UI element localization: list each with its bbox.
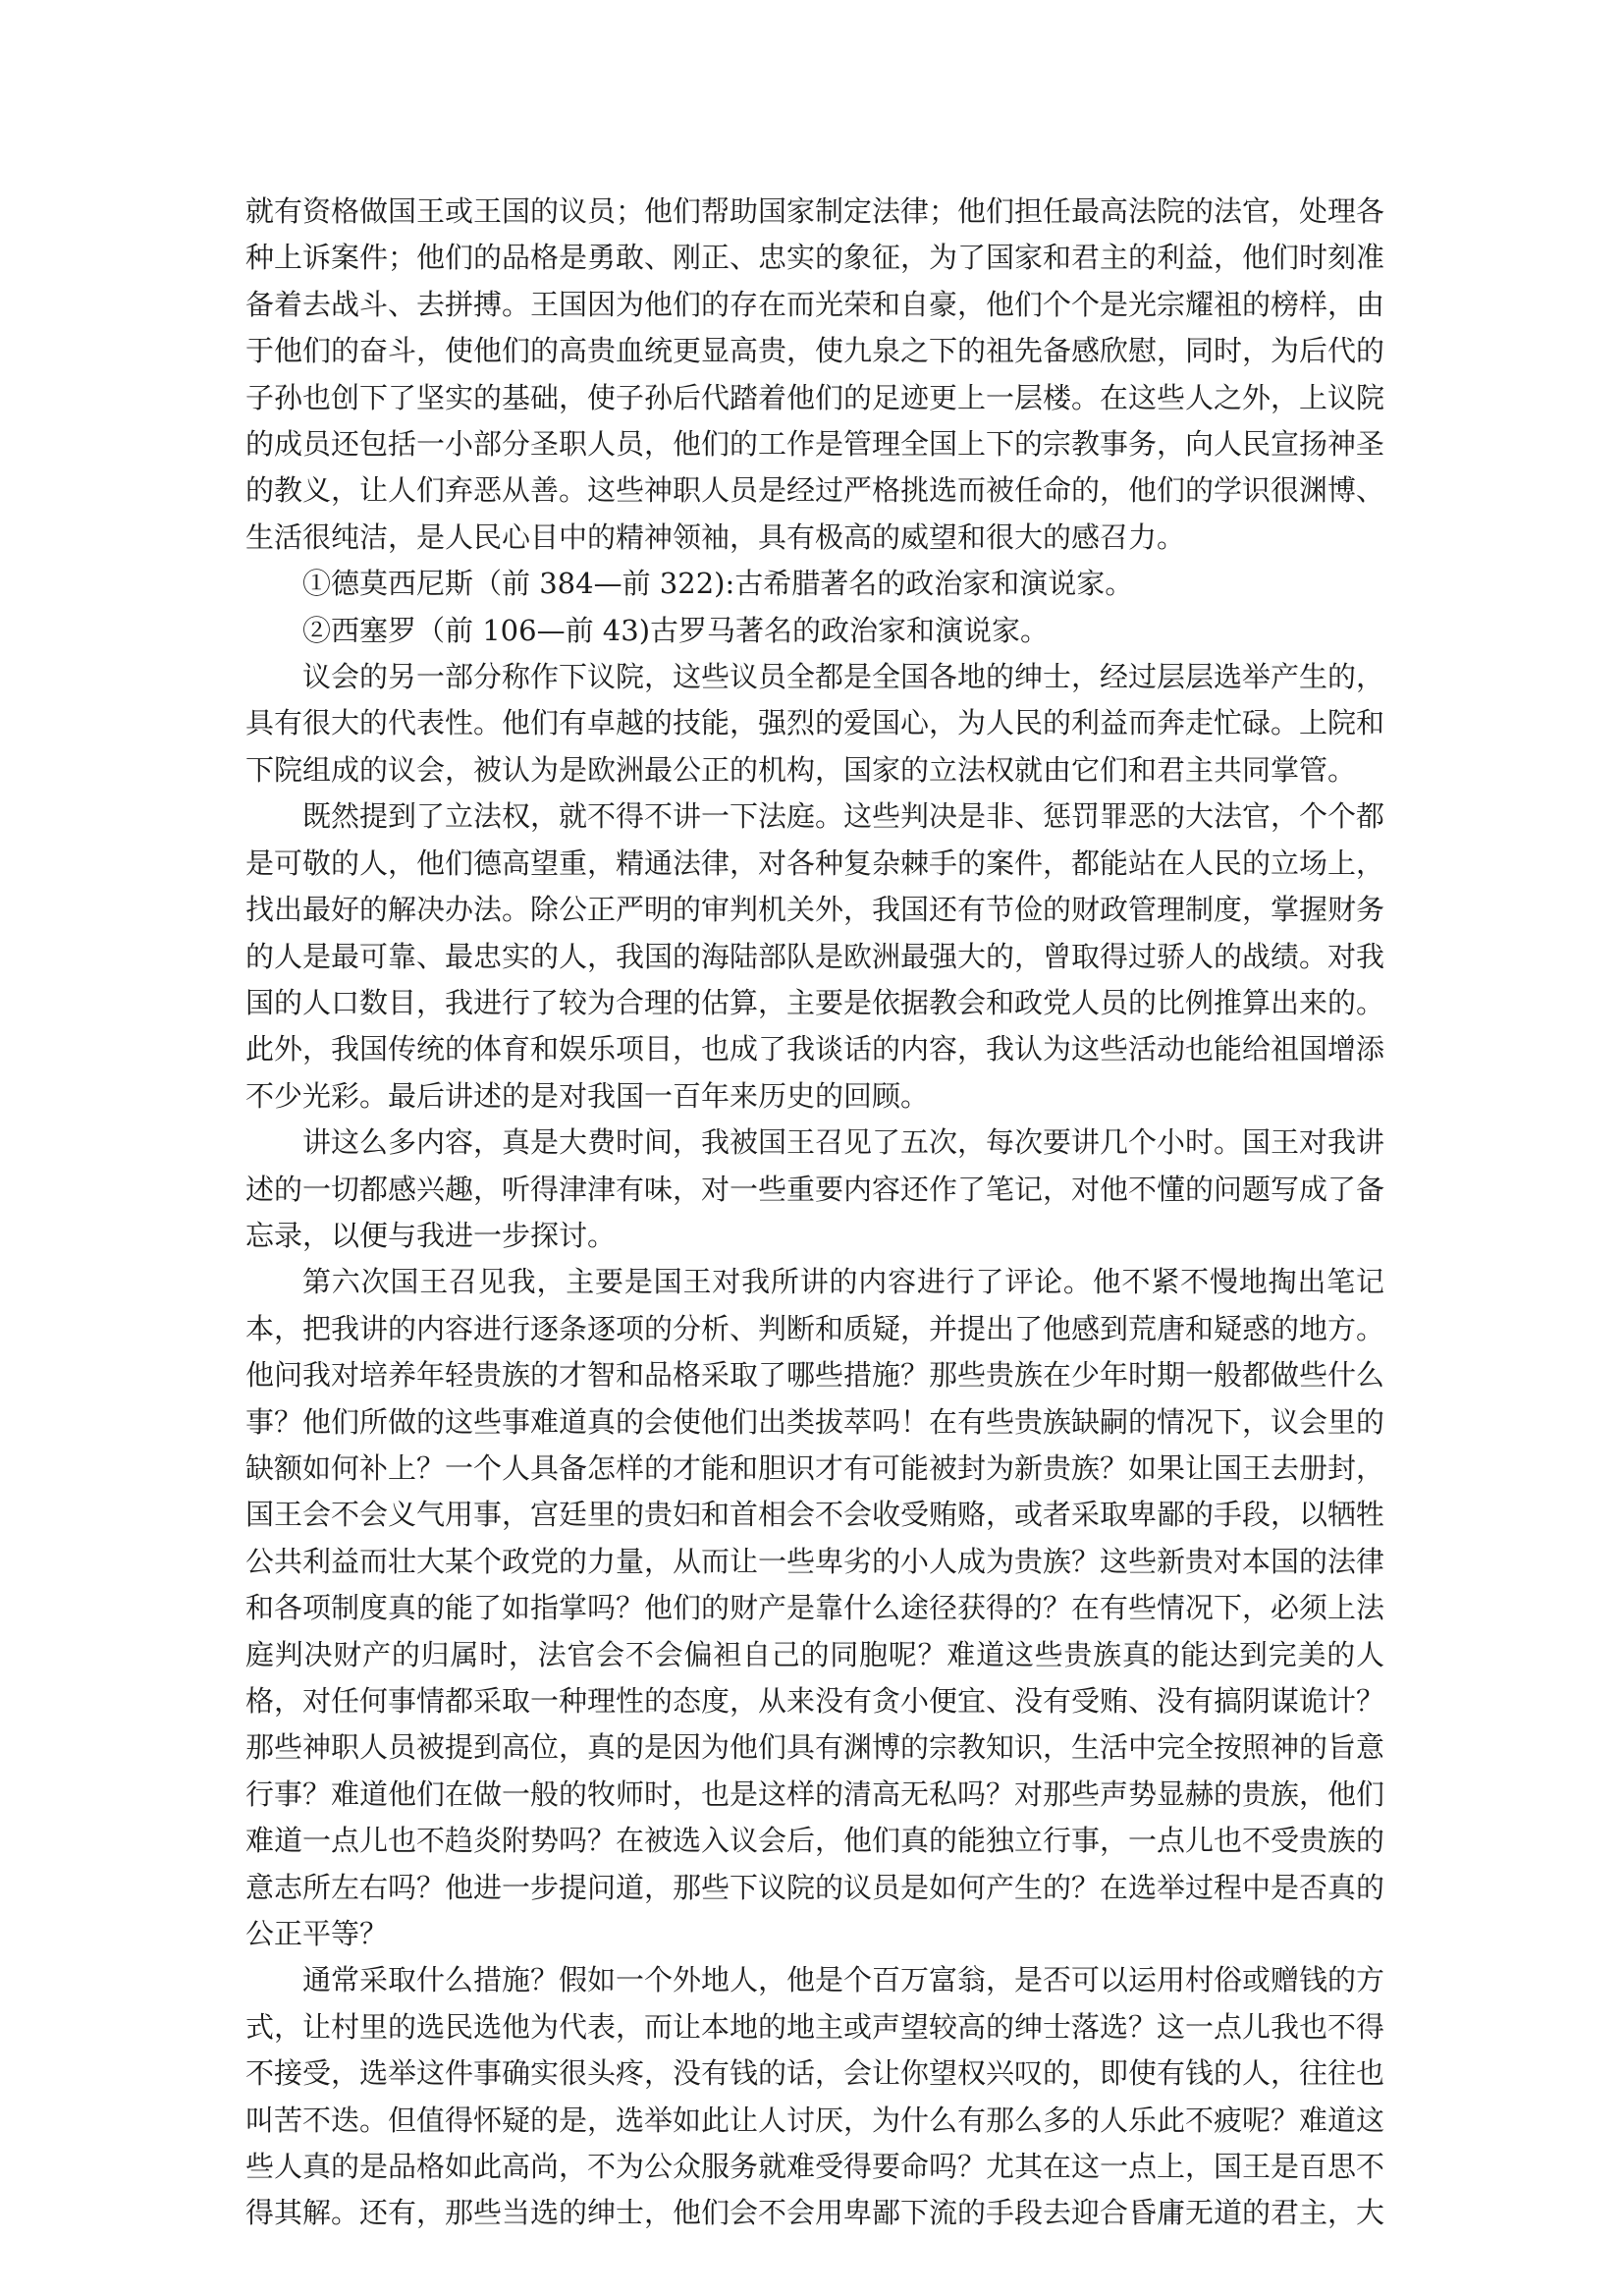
paragraph-sixth-audience: 第六次国王召见我，主要是国王对我所讲的内容进行了评论。他不紧不慢地掏出笔记本，把我讲的内容进行逐条逐项的分析、判断和质疑，并提出了他感到荒唐和疑惑的地方。他问我对培养年轻贵族的才智和品格采取了哪些措施？那些贵族在少年时期一般都做些什么事？他们所做的这些事难道真的会使他们出类拔萃吗！在有些贵族缺嗣的情况下，议会里的缺额如何补上？一个人具备怎样的才能和胆识才有可能被封为新贵族？如果让国王去册封，国王会不会义气用事，宫廷里的贵妇和首相会不会收受贿赂，或者采取卑鄙的手段，以牺牲公共利益而壮大某个政党的力量，从而让一些卑劣的小人成为贵族？这些新贵对本国的法律和各项制度真的能了如指掌吗？他们的财产是靠什么途径获得的？在有些情况下，必须上法庭判决财产的归属时，法官会不会偏袒自己的同胞呢？难道这些贵族真的能达到完美的人格，对任何事情都采取一种理性的态度，从来没有贪小便宜、没有受贿、没有搞阴谋诡计？那些神职人员被提到高位，真的是因为他们具有渊博的宗教知识，生活中完全按照神的旨意行事？难道他们在做一般的牧师时，也是这样的清高无私吗？对那些声势显赫的贵族，他们难道一点儿也不趋炎附势吗？在被选入议会后，他们真的能独立行事，一点儿也不受贵族的意志所左右吗？他进一步提问道，那些下议院的议员是如何产生的？在选举过程中是否真的公正平等？ [245,1265,1385,1951]
document-page [245,189,1384,2237]
paragraph-lower-house: 议会的另一部分称作下议院，这些议员全都是全国各地的绅士，经过层层选举产生的，具有很大的代表性。他们有卓越的技能，强烈的爱国心，为人民的利益而奔走忙碌。上院和下院组成的议会，被认为是欧洲最公正的机构，国家的立法权就由它们和君主共同掌管。 [245,660,1385,787]
paragraph-election-questions: 通常采取什么措施？假如一个外地人，他是个百万富翁，是否可以运用村俗或赠钱的方式，让村里的选民选他为代表，而让本地的地主或声望较高的绅士落选？这一点儿我也不得不接受，选举这件事确实很头疼，没有钱的话，会让你望权兴叹的，即使有钱的人，往往也叫苦不迭。但值得怀疑的是，选举如此让人讨厌，为什么有那么多的人乐此不疲呢？难道这些人真的是品格如此高尚，不为公众服务就难受得要命吗？尤其在这一点上，国王是百思不得其解。还有，那些当选的绅士，他们会不会用卑鄙下流的手段去迎合昏庸无道的君主，大 [245,1963,1385,2230]
paragraph-courts: 既然提到了立法权，就不得不讲一下法庭。这些判决是非、惩罚罪恶的大法官，个个都是可敬的人，他们德高望重，精通法律，对各种复杂棘手的案件，都能站在人民的立场上，找出最好的解决办法。除公正严明的审判机关外，我国还有节俭的财政管理制度，掌握财务的人是最可靠、最忠实的人，我国的海陆部队是欧洲最强大的，曾取得过骄人的战绩。对我国的人口数目，我进行了较为合理的估算，主要是依据教会和政党人员的比例推算出来的。此外，我国传统的体育和娱乐项目，也成了我谈话的内容，我认为这些活动也能给祖国增添不少光彩。最后讲述的是对我国一百年来历史的回顾。 [245,799,1385,1113]
footnote-cicero: ②西塞罗（前 106—前 43)古罗马著名的政治家和演说家。 [302,613,1050,647]
paragraph-upper-house-continued: 就有资格做国王或王国的议员；他们帮助国家制定法律；他们担任最高法院的法官，处理各种上诉案件；他们的品格是勇敢、刚正、忠实的象征，为了国家和君主的利益，他们时刻准备着去战斗、去拼搏。王国因为他们的存在而光荣和自豪，他们个个是光宗耀祖的榜样，由于他们的奋斗，使他们的高贵血统更显高贵，使九泉之下的祖先备感欣慰，同时，为后代的子孙也创下了坚实的基础，使子孙后代踏着他们的足迹更上一层楼。在这些人之外，上议院的成员还包括一小部分圣职人员，他们的工作是管理全国上下的宗教事务，向人民宣扬神圣的教义，让人们弃恶从善。这些神职人员是经过严格挑选而被任命的，他们的学识很渊博、生活很纯洁，是人民心目中的精神领袖，具有极高的威望和很大的感召力。 [245,194,1385,554]
footnote-demosthenes: ①德莫西尼斯（前 384—前 322):古希腊著名的政治家和演说家。 [302,567,1134,601]
paragraph-audiences: 讲这么多内容，真是大费时间，我被国王召见了五次，每次要讲几个小时。国王对我讲述的一切都感兴趣，听得津津有味，对一些重要内容还作了笔记，对他不懂的问题写成了备忘录，以便与我进一步探讨。 [245,1125,1385,1252]
